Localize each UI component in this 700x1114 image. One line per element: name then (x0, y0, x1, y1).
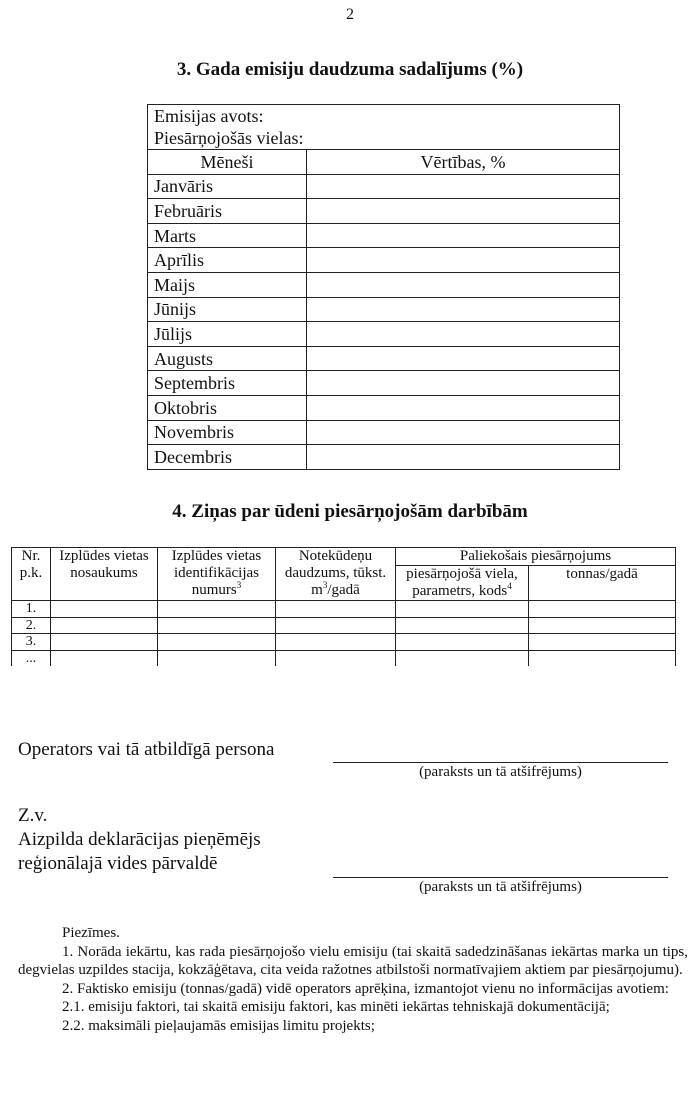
table-row (148, 371, 620, 396)
month-cell: Augusts (148, 346, 307, 371)
emission-distribution-table (147, 104, 620, 470)
cell[interactable] (396, 634, 529, 651)
cell[interactable] (276, 601, 396, 618)
cell[interactable] (396, 617, 529, 634)
month-cell: Maijs (148, 272, 307, 297)
month-cell: Aprīlis (148, 248, 307, 273)
table-row (148, 174, 620, 199)
table-row (148, 199, 620, 224)
notes-section (18, 924, 688, 1035)
cell[interactable] (51, 601, 158, 618)
cell[interactable] (51, 617, 158, 634)
table-row (148, 223, 620, 248)
cell[interactable] (396, 601, 529, 618)
receiver-label-line2: reģionālajā vides pārvaldē (18, 853, 218, 874)
row-number: 3. (12, 634, 51, 651)
month-cell: Janvāris (148, 174, 307, 199)
source-label: Emisijas avots: (148, 105, 620, 128)
row-number: 1. (12, 601, 51, 618)
page-number: 2 (346, 6, 354, 23)
outlet-id-header: Izplūdes vietas identifikācijas numurs$^3$ (158, 548, 276, 601)
table-row (148, 445, 620, 470)
value-cell[interactable] (307, 297, 620, 322)
cell[interactable] (158, 601, 276, 618)
cell[interactable] (51, 650, 158, 666)
notes-title: Piezīmes. (62, 925, 120, 941)
value-cell[interactable] (307, 248, 620, 273)
operator-signature-line[interactable] (333, 762, 668, 763)
months-header: Mēneši (148, 150, 307, 175)
values-header: Vērtības, % (307, 150, 620, 175)
pollutant-label: Piesārņojošās vielas: (148, 127, 620, 150)
cell[interactable] (529, 634, 676, 651)
table-row (12, 650, 676, 666)
row-number: 2. (12, 617, 51, 634)
table-row (148, 322, 620, 347)
wastewater-volume-header: Notekūdeņu daudzums, tūkst. $m^3$/gadā (276, 548, 396, 601)
month-cell: Oktobris (148, 395, 307, 420)
operator-signature-caption: (paraksts un tā atšifrējums) (419, 764, 582, 780)
cell[interactable] (158, 617, 276, 634)
table-row (12, 601, 676, 618)
table-row (148, 395, 620, 420)
value-cell[interactable] (307, 445, 620, 470)
value-cell[interactable] (307, 395, 620, 420)
table-row (12, 617, 676, 634)
water-pollution-table (11, 547, 676, 666)
value-cell[interactable] (307, 272, 620, 297)
value-cell[interactable] (307, 223, 620, 248)
cell[interactable] (51, 634, 158, 651)
value-cell[interactable] (307, 322, 620, 347)
table-row (148, 420, 620, 445)
value-cell[interactable] (307, 199, 620, 224)
note-2-1: 2.1. emisiju faktori, tai skaitā emisiju faktori, kas minēti iekārtas tehniskajā dokumentācijā; (62, 999, 610, 1015)
value-cell[interactable] (307, 346, 620, 371)
table-row (148, 272, 620, 297)
table-row (148, 248, 620, 273)
value-cell[interactable] (307, 174, 620, 199)
note-2-2: 2.2. maksimāli pieļaujamās emisijas limitu projekts; (62, 1017, 375, 1034)
section-3-title: 3. Gada emisiju daudzuma sadalījums (%) (176, 59, 524, 80)
cell[interactable] (276, 617, 396, 634)
cell[interactable] (529, 617, 676, 634)
note-2: 2. Faktisko emisiju (tonnas/gadā) vidē operators aprēķina, izmantojot vienu no informācijas avotiem: (62, 980, 669, 997)
tons-header: tonnas/gadā (529, 566, 676, 601)
row-number: ... (12, 650, 51, 666)
month-cell: Februāris (148, 199, 307, 224)
section-4-title: 4. Ziņas par ūdeni piesārņojošām darbībām (172, 501, 528, 522)
nr-header: Nr. p.k. (12, 548, 51, 601)
value-cell[interactable] (307, 371, 620, 396)
cell[interactable] (158, 650, 276, 666)
table-row (148, 297, 620, 322)
cell[interactable] (276, 634, 396, 651)
month-cell: Septembris (148, 371, 307, 396)
operator-label: Operators vai tā atbildīgā persona (18, 739, 275, 760)
outlet-name-header: Izplūdes vietas nosaukums (51, 548, 158, 601)
note-1: 1. Norāda iekārtu, kas rada piesārņojošo vielu emisiju (tai skaitā sadedzināšanas iekārtas marka un tips, degvielas uzpildes stacija, kokzāģētava, cita veida ražotnes atbilstoši normatīvajiem aktiem par piesārņojumu). (18, 943, 688, 978)
cell[interactable] (529, 650, 676, 666)
substance-header: piesārņojošā viela, parametrs, kods$^4$ (396, 566, 529, 601)
residual-pollution-header: Paliekošais piesārņojums (396, 548, 676, 566)
cell[interactable] (158, 634, 276, 651)
month-cell: Decembris (148, 445, 307, 470)
month-cell: Marts (148, 223, 307, 248)
cell[interactable] (396, 650, 529, 666)
month-cell: Jūnijs (148, 297, 307, 322)
seal-label: Z.v. (18, 805, 48, 826)
month-cell: Jūlijs (148, 322, 307, 347)
cell[interactable] (529, 601, 676, 618)
table-row (148, 346, 620, 371)
value-cell[interactable] (307, 420, 620, 445)
receiver-signature-caption: (paraksts un tā atšifrējums) (419, 879, 582, 895)
cell[interactable] (276, 650, 396, 666)
receiver-signature-line[interactable] (333, 877, 668, 878)
table-row (12, 634, 676, 651)
receiver-label-line1: Aizpilda deklarācijas pieņēmējs (18, 829, 261, 850)
month-cell: Novembris (148, 420, 307, 445)
